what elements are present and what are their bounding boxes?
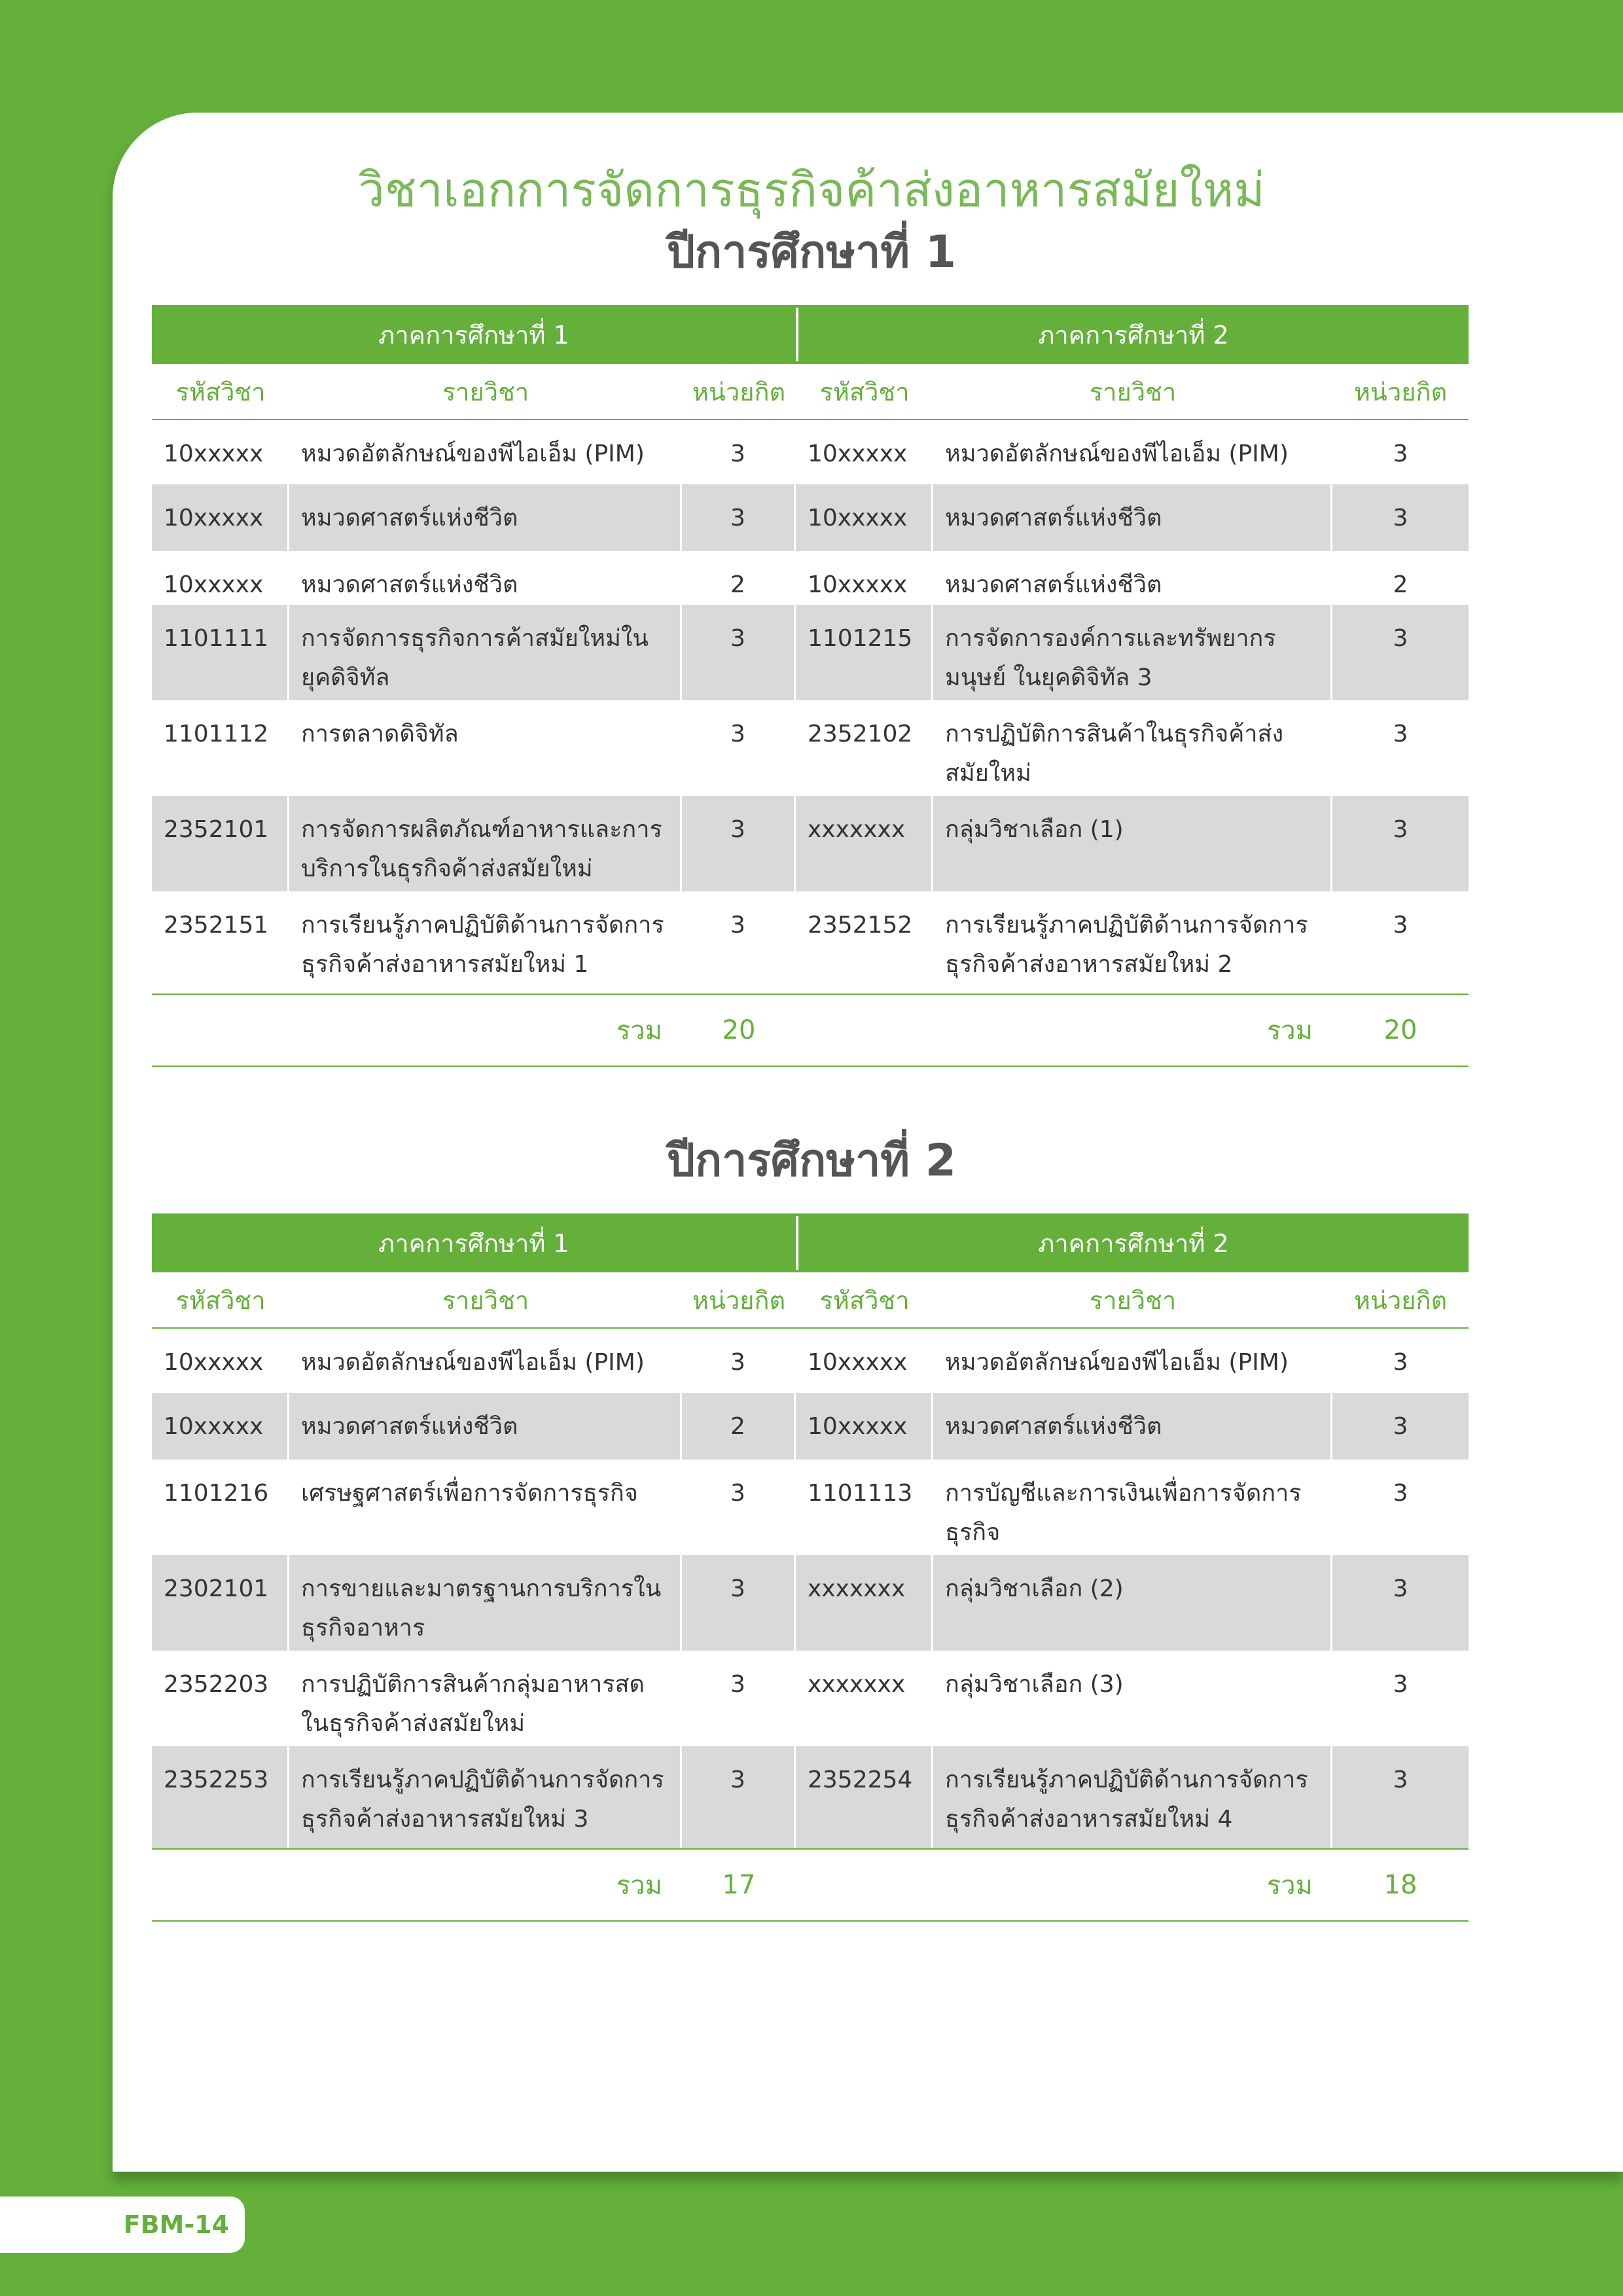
course-name: การเรียนรู้ภาคปฏิบัติด้านการจัดการธุรกิจค้าส่งอาหารสมัยใหม่ 4 bbox=[933, 1746, 1332, 1848]
table-row bbox=[152, 891, 1469, 994]
course-credits: 3 bbox=[1393, 721, 1408, 747]
col-credits-2: หน่วยกิต bbox=[1353, 377, 1448, 406]
course-code: 2302101 bbox=[152, 1555, 289, 1651]
course-credits: 3 bbox=[1332, 605, 1469, 700]
course-name: หมวดอัตลักษณ์ของพีไอเอ็ม (PIM) bbox=[289, 420, 682, 484]
course-credits: 3 bbox=[682, 605, 796, 700]
course-code: 2352102 bbox=[796, 700, 933, 796]
course-name: เศรษฐศาสตร์เพื่อการจัดการธุรกิจ bbox=[289, 1460, 682, 1555]
course-code: 10xxxxx bbox=[796, 1329, 933, 1393]
course-code: 1101113 bbox=[796, 1460, 933, 1555]
course-credits: 3 bbox=[682, 420, 796, 484]
course-credits: 3 bbox=[1332, 484, 1469, 551]
total-credits-sem2: 20 bbox=[1383, 1015, 1418, 1045]
semester2-header: ภาคการศึกษาที่ 2 bbox=[1038, 1229, 1229, 1258]
course-code: 10xxxxx bbox=[796, 551, 933, 605]
table-row bbox=[152, 484, 1469, 551]
total-row bbox=[152, 994, 1469, 1067]
course-credits: 3 bbox=[682, 1460, 796, 1555]
course-credits: 3 bbox=[1393, 1671, 1408, 1698]
semester-bar bbox=[152, 1213, 1469, 1272]
course-code: 10xxxxx bbox=[152, 1329, 289, 1393]
table-body bbox=[152, 1329, 1469, 1848]
semester-bar bbox=[152, 305, 1469, 364]
total-label: รวม bbox=[1266, 1871, 1313, 1901]
course-name: การตลาดดิจิทัล bbox=[289, 700, 682, 796]
col-name-2: รายวิชา bbox=[1089, 377, 1177, 406]
course-code: 1101112 bbox=[152, 700, 289, 796]
semester1-header: ภาคการศึกษาที่ 1 bbox=[378, 320, 569, 350]
page-title: วิชาเอกการจัดการธุรกิจค้าส่งอาหารสมัยใหม่ bbox=[358, 162, 1265, 217]
table-row bbox=[152, 420, 1469, 484]
course-code: 1101111 bbox=[152, 605, 289, 700]
course-code: 10xxxxx bbox=[152, 1393, 289, 1460]
course-name: หมวดศาสตร์แห่งชีวิต bbox=[933, 484, 1332, 551]
course-credits: 3 bbox=[682, 891, 796, 994]
semester1-header: ภาคการศึกษาที่ 1 bbox=[378, 1229, 569, 1258]
table-row bbox=[152, 700, 1469, 796]
course-code: 10xxxxx bbox=[796, 420, 933, 484]
course-credits: 3 bbox=[1332, 1746, 1469, 1848]
table-row bbox=[152, 1555, 1469, 1651]
col-code-2: รหัสวิชา bbox=[819, 377, 910, 406]
total-label: รวม bbox=[1266, 1016, 1313, 1046]
course-code: 10xxxxx bbox=[152, 420, 289, 484]
table-row bbox=[152, 1329, 1469, 1393]
course-name: การขายและมาตรฐานการบริการในธุรกิจอาหาร bbox=[289, 1555, 682, 1651]
col-code-2: รหัสวิชา bbox=[819, 1285, 910, 1315]
course-credits: 3 bbox=[1393, 1349, 1408, 1376]
table-row bbox=[152, 551, 1469, 605]
col-code-1: รหัสวิชา bbox=[175, 1285, 266, 1315]
course-code: 2352151 bbox=[152, 891, 289, 994]
total-label: รวม bbox=[616, 1871, 662, 1901]
year2-title: ปีการศึกษาที่ 2 bbox=[666, 1135, 957, 1187]
course-credits: 2 bbox=[682, 551, 796, 605]
course-code: 10xxxxx bbox=[796, 484, 933, 551]
course-code: 2352253 bbox=[152, 1746, 289, 1848]
course-code: 1101215 bbox=[796, 605, 933, 700]
year1-title: ปีการศึกษาที่ 1 bbox=[666, 226, 957, 278]
course-code: xxxxxxx bbox=[796, 1555, 933, 1651]
course-code: xxxxxxx bbox=[796, 796, 933, 891]
course-credits: 2 bbox=[682, 1393, 796, 1460]
course-code: 2352101 bbox=[152, 796, 289, 891]
course-code: 10xxxxx bbox=[152, 484, 289, 551]
total-credits-sem2: 18 bbox=[1383, 1870, 1418, 1900]
course-name: หมวดศาสตร์แห่งชีวิต bbox=[933, 1393, 1332, 1460]
course-credits: 3 bbox=[1393, 440, 1408, 467]
course-code: 10xxxxx bbox=[796, 1393, 933, 1460]
col-name-1: รายวิชา bbox=[442, 377, 529, 406]
course-name: การจัดการผลิตภัณฑ์อาหารและการบริการในธุรกิจค้าส่งสมัยใหม่ bbox=[289, 796, 682, 891]
column-header-row bbox=[152, 364, 1469, 420]
course-credits: 3 bbox=[1393, 912, 1408, 939]
page-number-tab: FBM-14 bbox=[0, 2197, 245, 2253]
course-name: หมวดศาสตร์แห่งชีวิต bbox=[289, 551, 682, 605]
course-name: การปฏิบัติการสินค้ากลุ่มอาหารสดในธุรกิจค้าส่งสมัยใหม่ bbox=[289, 1651, 682, 1746]
table-body bbox=[152, 420, 1469, 994]
total-label: รวม bbox=[616, 1016, 662, 1046]
course-code: 2352203 bbox=[152, 1651, 289, 1746]
year1-table bbox=[152, 305, 1469, 1067]
course-code: 10xxxxx bbox=[152, 551, 289, 605]
table-row bbox=[152, 1651, 1469, 1746]
table-row bbox=[152, 605, 1469, 700]
table-row bbox=[152, 1460, 1469, 1555]
table-row bbox=[152, 1393, 1469, 1460]
col-name-2: รายวิชา bbox=[1089, 1285, 1177, 1315]
course-credits: 3 bbox=[682, 1555, 796, 1651]
course-credits: 3 bbox=[1332, 1555, 1469, 1651]
course-credits: 2 bbox=[1393, 571, 1408, 598]
course-name: หมวดอัตลักษณ์ของพีไอเอ็ม (PIM) bbox=[933, 420, 1332, 484]
course-credits: 3 bbox=[682, 700, 796, 796]
course-name: หมวดศาสตร์แห่งชีวิต bbox=[289, 484, 682, 551]
col-code-1: รหัสวิชา bbox=[175, 377, 266, 406]
table-row bbox=[152, 796, 1469, 891]
col-credits-1: หน่วยกิต bbox=[692, 377, 786, 406]
col-credits-2: หน่วยกิต bbox=[1353, 1285, 1448, 1315]
course-name: การเรียนรู้ภาคปฏิบัติด้านการจัดการธุรกิจค้าส่งอาหารสมัยใหม่ 2 bbox=[933, 891, 1332, 994]
course-credits: 3 bbox=[682, 484, 796, 551]
course-name: การจัดการธุรกิจการค้าสมัยใหม่ในยุคดิจิทัล bbox=[289, 605, 682, 700]
course-name: หมวดศาสตร์แห่งชีวิต bbox=[289, 1393, 682, 1460]
course-code: 2352254 bbox=[796, 1746, 933, 1848]
course-credits: 3 bbox=[682, 796, 796, 891]
course-code: 1101216 bbox=[152, 1460, 289, 1555]
year2-table bbox=[152, 1213, 1469, 1922]
course-name: หมวดศาสตร์แห่งชีวิต bbox=[933, 551, 1332, 605]
total-row bbox=[152, 1848, 1469, 1922]
course-credits: 3 bbox=[682, 1651, 796, 1746]
course-code: xxxxxxx bbox=[796, 1651, 933, 1746]
course-name: การเรียนรู้ภาคปฏิบัติด้านการจัดการธุรกิจค้าส่งอาหารสมัยใหม่ 1 bbox=[289, 891, 682, 994]
course-credits: 3 bbox=[1332, 796, 1469, 891]
course-credits: 3 bbox=[682, 1329, 796, 1393]
course-name: กลุ่มวิชาเลือก (2) bbox=[933, 1555, 1332, 1651]
total-credits-sem1: 17 bbox=[722, 1870, 756, 1900]
course-name: การจัดการองค์การและทรัพยากรมนุษย์ ในยุคดิจิทัล 3 bbox=[933, 605, 1332, 700]
course-name: หมวดอัตลักษณ์ของพีไอเอ็ม (PIM) bbox=[289, 1329, 682, 1393]
column-header-row bbox=[152, 1272, 1469, 1329]
semester2-header: ภาคการศึกษาที่ 2 bbox=[1038, 320, 1229, 350]
course-credits: 3 bbox=[1332, 1393, 1469, 1460]
course-credits: 3 bbox=[1393, 1480, 1408, 1507]
course-name: กลุ่มวิชาเลือก (3) bbox=[933, 1651, 1332, 1746]
course-name: การเรียนรู้ภาคปฏิบัติด้านการจัดการธุรกิจค้าส่งอาหารสมัยใหม่ 3 bbox=[289, 1746, 682, 1848]
table-row bbox=[152, 1746, 1469, 1848]
course-code: 2352152 bbox=[796, 891, 933, 994]
course-credits: 3 bbox=[682, 1746, 796, 1848]
course-name: หมวดอัตลักษณ์ของพีไอเอ็ม (PIM) bbox=[933, 1329, 1332, 1393]
col-credits-1: หน่วยกิต bbox=[692, 1285, 786, 1315]
course-name: การบัญชีและการเงินเพื่อการจัดการธุรกิจ bbox=[933, 1460, 1332, 1555]
col-name-1: รายวิชา bbox=[442, 1285, 529, 1315]
total-credits-sem1: 20 bbox=[722, 1015, 756, 1045]
course-name: การปฏิบัติการสินค้าในธุรกิจค้าส่งสมัยใหม่ bbox=[933, 700, 1332, 796]
course-name: กลุ่มวิชาเลือก (1) bbox=[933, 796, 1332, 891]
